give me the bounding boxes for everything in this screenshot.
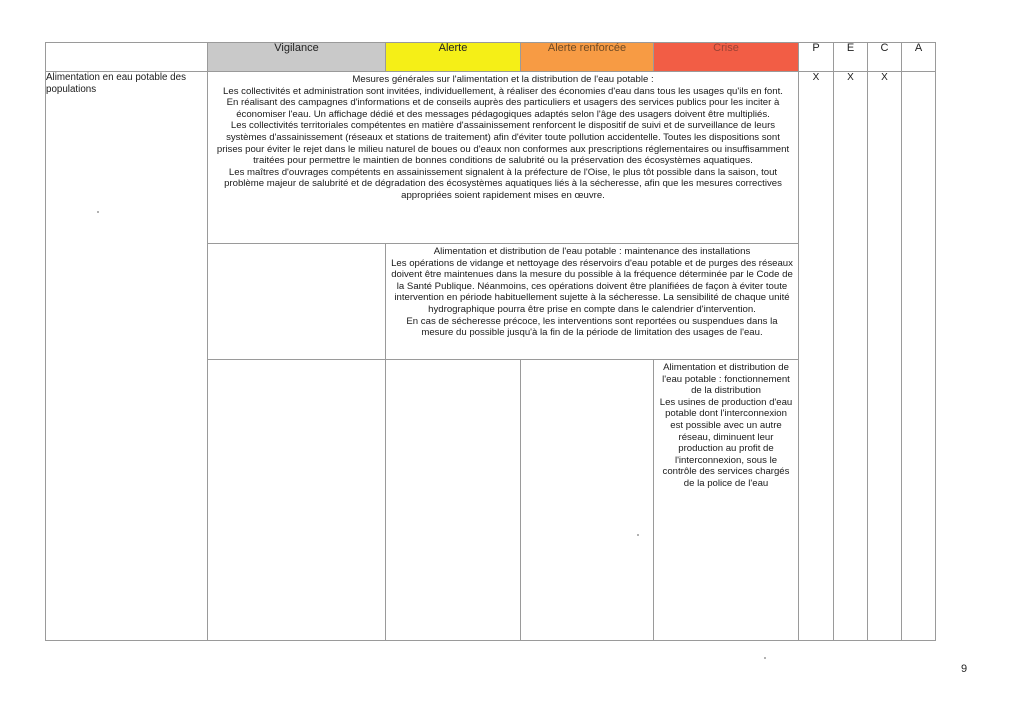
- crise-paragraph: Les usines de production d'eau potable dont l'interconnexion est possible avec un autre réseau, diminuent leur production au profit de l'interconnexion, sous le contrôle des services chargés de la police de l'eau: [659, 396, 793, 489]
- maintenance-text: [386, 244, 798, 339]
- distribution-vigilance-empty-cell: [208, 360, 386, 641]
- header-alerte: Alerte: [386, 43, 521, 72]
- maintenance-title: Alimentation et distribution de l'eau potable : maintenance des installations: [433, 246, 751, 257]
- maintenance-vigilance-empty-cell: [208, 244, 386, 360]
- mark-a: [902, 72, 936, 641]
- header-col-c: C: [868, 43, 902, 72]
- crise-cell: [654, 360, 799, 641]
- maintenance-paragraph: Les opérations de vidange et nettoyage des réservoirs d'eau potable et de purges des réseaux doivent être maintenues dans la mesure du possible à la fréquence déterminée par le Code de la Santé Publique. Néanmoins, ces opérations doivent être planifiées de façon à éviter toute intervention en période habituellement sujette à la sécheresse. La sensibilité de chaque unité hydrographique pourra être prise en compte dans le calendrier d'intervention.: [391, 257, 793, 315]
- scan-speck: [764, 657, 766, 659]
- mark-e: X: [834, 72, 868, 641]
- header-col-a: A: [902, 43, 936, 72]
- header-vigilance: Vigilance: [208, 43, 386, 72]
- header-crise: Crise: [654, 43, 799, 72]
- general-measures-paragraph: Les collectivités et administration sont invitées, individuellement, à réaliser des économies d'eau dans tous les usages qu'ils en font.: [223, 85, 783, 97]
- general-measures-paragraph: Les maîtres d'ouvrages compétents en assainissement signalent à la préfecture de l'Oise, le plus tôt possible dans la saison, tout problème majeur de salubrité et de dégradation des écosystèmes aquatiques liés à la sécheresse, afin que les mesures correctives appropriées soient rapidement mises en œuvre.: [224, 166, 782, 201]
- drought-measures-table: [45, 42, 936, 641]
- crise-text: [654, 360, 798, 490]
- maintenance-cell: [386, 244, 799, 360]
- row-label: Alimentation en eau potable des populations: [46, 72, 208, 641]
- header-empty-cell: [46, 43, 208, 72]
- general-measures-row: [46, 72, 936, 244]
- mark-c: X: [868, 72, 902, 641]
- general-measures-title: Mesures générales sur l'alimentation et la distribution de l'eau potable :: [352, 74, 654, 85]
- general-measures-text: [208, 72, 798, 202]
- general-measures-paragraph: Les collectivités territoriales compétentes en matière d'assainissement renforcent le dispositif de suivi et de surveillance de leurs systèmes d'assainissement (réseaux et stations de traitement) afin d'éviter toute pollution accidentelle. Toutes les dispositions sont prises pour éviter le rejet dans le milieu naturel de boues ou d'eaux non conformes aux prescriptions réglementaires ou insuffisamment traitées pour permettre le maintien de bonnes conditions de salubrité ou la préservation des écosystèmes aquatiques.: [216, 120, 790, 167]
- scan-speck: [97, 211, 99, 213]
- general-measures-paragraph: En réalisant des campagnes d'informations et de conseils auprès des particuliers et usagers des services publics pour les inciter à économiser l'eau. Un affichage dédié et des messages pédagogiques adaptés selon l'âge des usagers doivent être multipliés.: [226, 97, 780, 120]
- maintenance-paragraph: En cas de sécheresse précoce, les interventions sont reportées ou suspendues dans la mesure du possible jusqu'à la fin de la période de limitation des usages de l'eau.: [406, 315, 778, 339]
- mark-p: X: [799, 72, 834, 641]
- distribution-renforcee-empty-cell: [521, 360, 654, 641]
- header-col-p: P: [799, 43, 834, 72]
- general-measures-cell: [208, 72, 799, 244]
- header-alerte-renforcee: Alerte renforcée: [521, 43, 654, 72]
- scan-speck: [637, 534, 639, 536]
- distribution-alerte-empty-cell: [386, 360, 521, 641]
- crise-title: Alimentation et distribution de l'eau potable : fonctionnement de la distribution: [662, 362, 790, 397]
- header-col-e: E: [834, 43, 868, 72]
- header-row: [46, 43, 936, 72]
- page-number: 9: [961, 663, 968, 675]
